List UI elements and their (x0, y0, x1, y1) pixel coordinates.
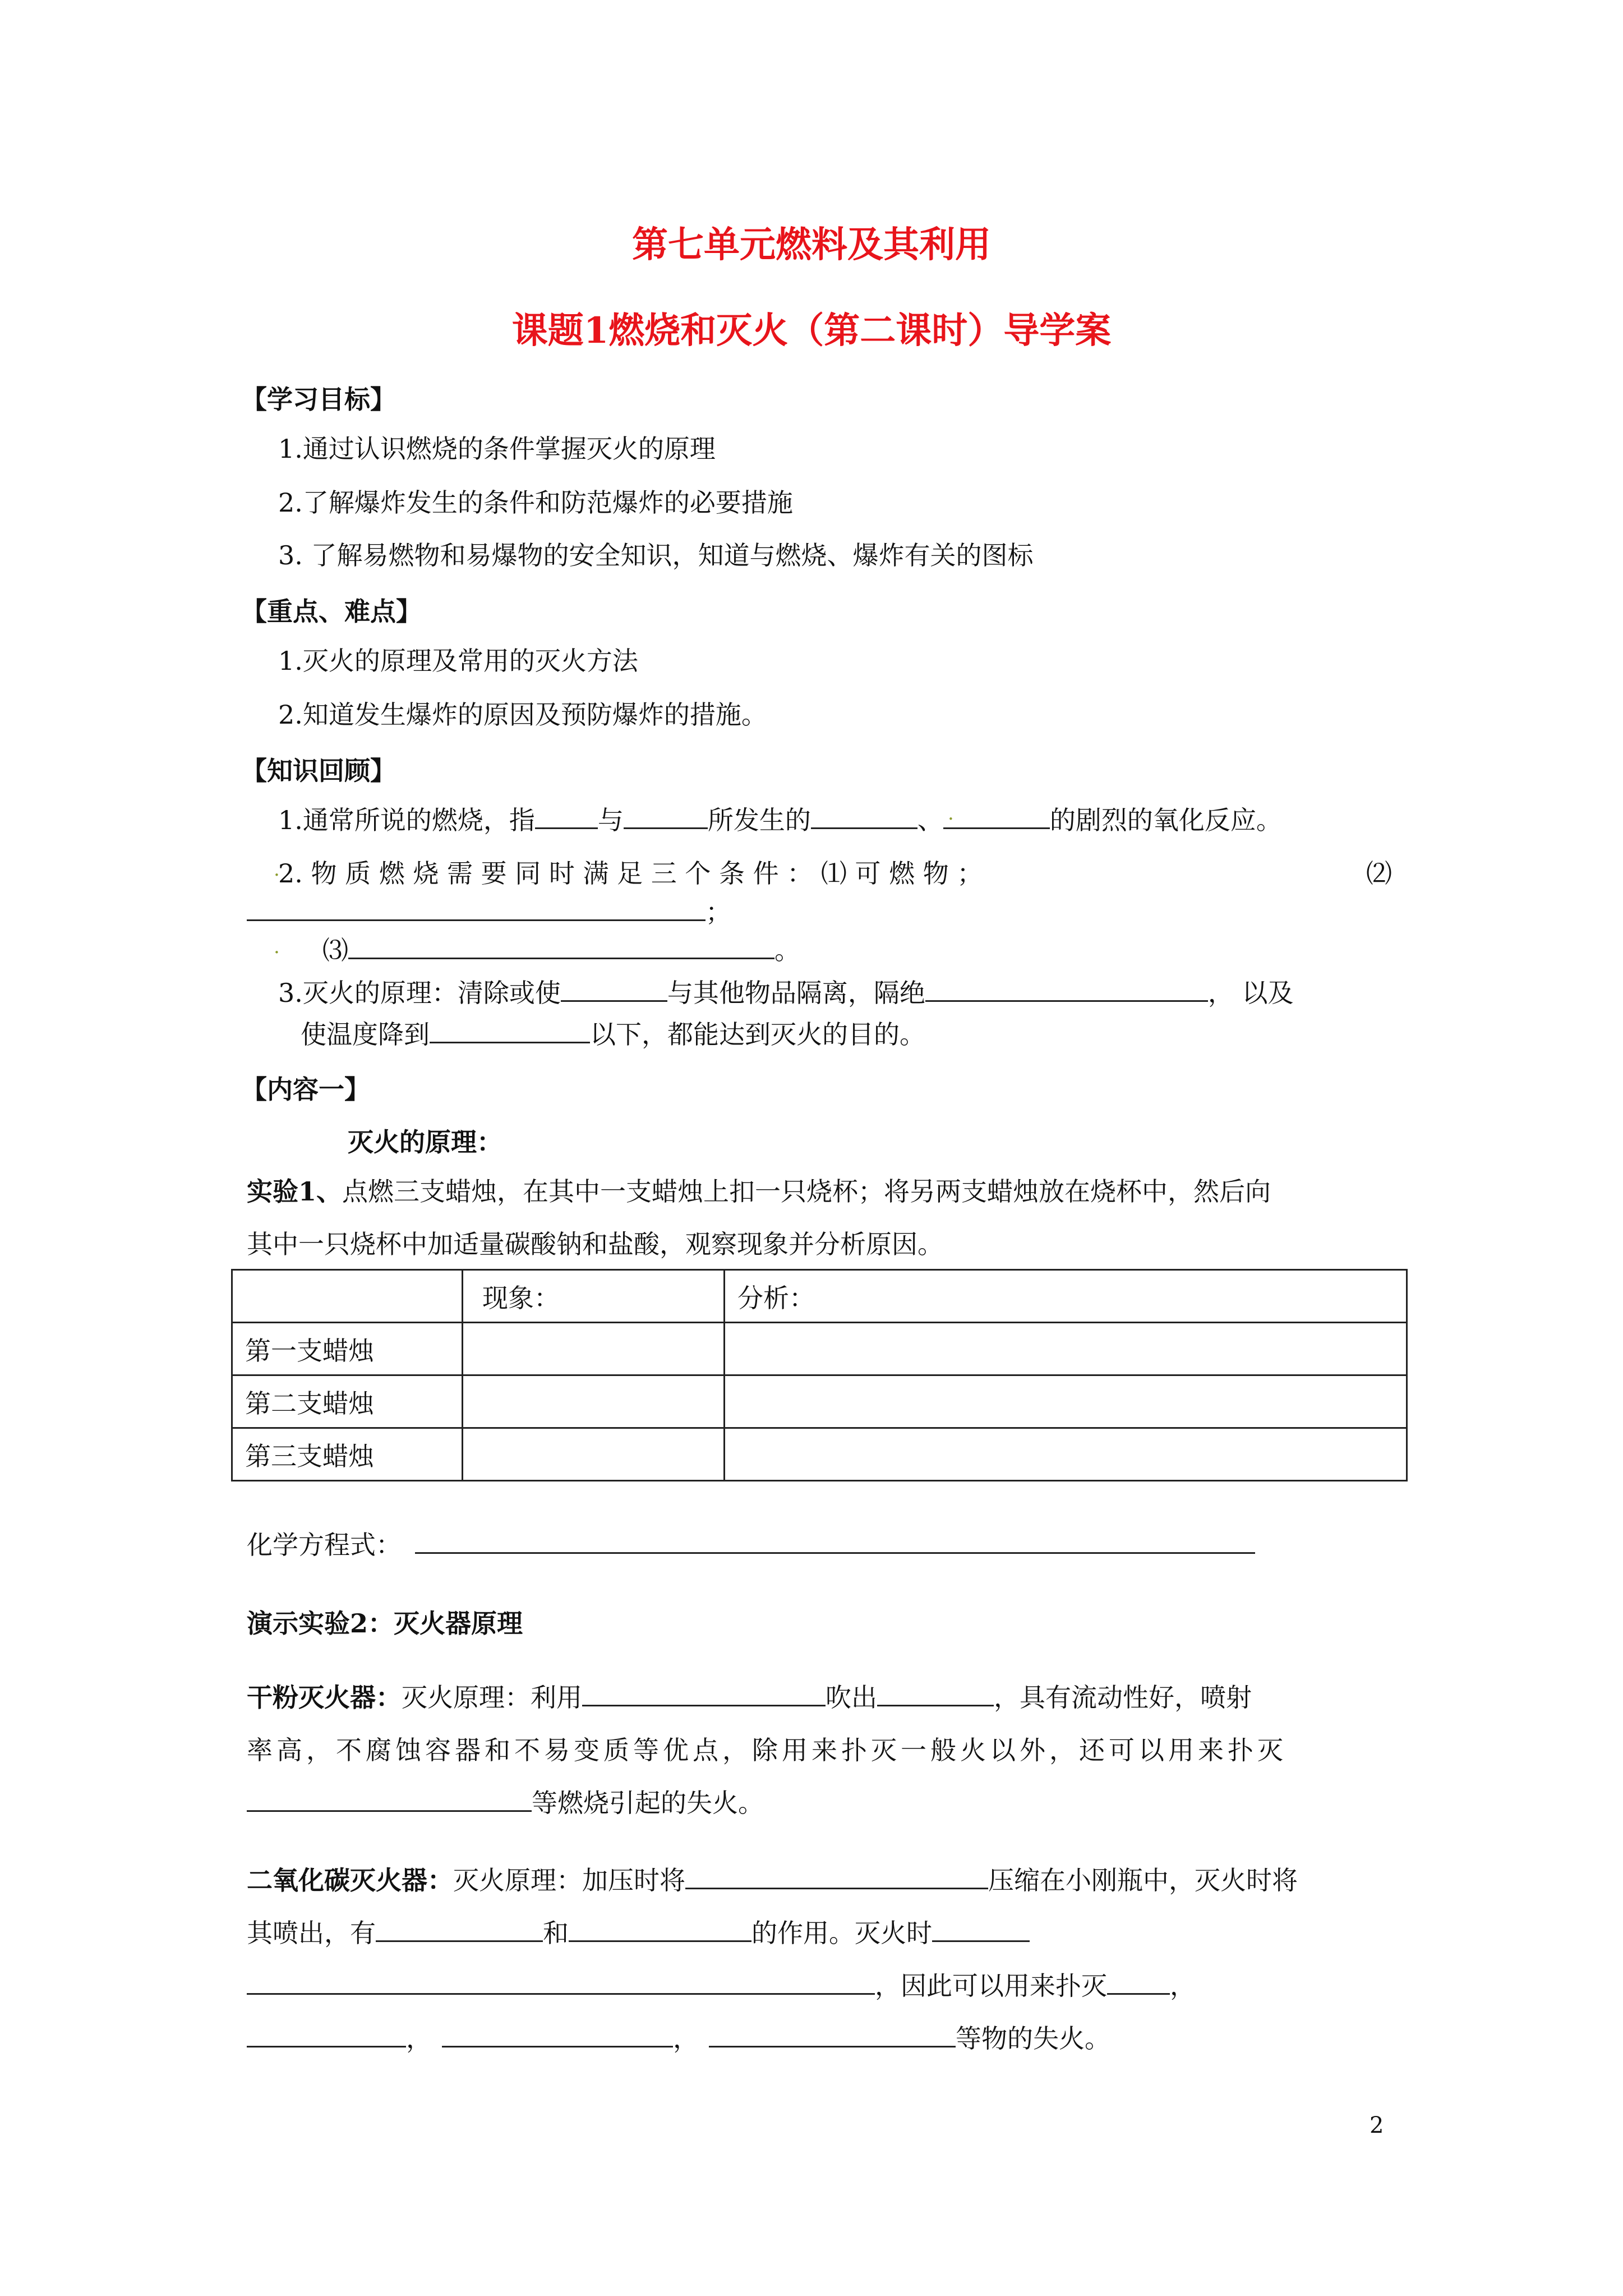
answer-blank[interactable] (925, 977, 1208, 1002)
goal-item: 3. 了解易燃物和易爆物的安全知识，知道与燃烧、爆炸有关的图标 (278, 540, 1034, 570)
review-q3: 3.灭火的原理：清除或使 与其他物品隔离，隔绝 ， 以及 (278, 978, 1294, 1008)
table-row (232, 1375, 1407, 1428)
table-header-cell: 分析： (725, 1270, 1407, 1323)
dry-powder-line3: 等燃烧引起的失火。 (247, 1786, 764, 1820)
answer-blank[interactable] (376, 1917, 543, 1942)
stray-dot: . (274, 936, 280, 958)
table-cell-input[interactable] (725, 1323, 1407, 1375)
content1-heading: 【内容一】 (241, 1074, 370, 1105)
answer-blank[interactable] (811, 804, 917, 829)
table-row (232, 1428, 1407, 1481)
answer-blank[interactable] (624, 804, 708, 829)
equation-line: 化学方程式： (247, 1528, 1255, 1562)
table-cell-input[interactable] (463, 1323, 725, 1375)
answer-blank[interactable] (430, 1018, 590, 1043)
table-row (232, 1323, 1407, 1375)
table-header-cell (232, 1270, 463, 1323)
dry-powder-line1: 干粉灭火器：灭火原理：利用 吹出 ，具有流动性好，喷射 (247, 1682, 1252, 1713)
table-header-row (232, 1270, 1407, 1323)
answer-blank[interactable] (348, 934, 774, 959)
review-q2-line2: ； (247, 895, 731, 929)
table-cell-input[interactable] (725, 1428, 1407, 1481)
review-q3-line2: 使温度降到 以下，都能达到灭火的目的。 (301, 1019, 925, 1050)
answer-blank[interactable] (415, 1529, 1255, 1554)
content1-subheading: 灭火的原理： (348, 1127, 502, 1157)
stray-dot: . (948, 802, 954, 825)
keypoint-item: 2.知道发生爆炸的原因及预防爆炸的措施。 (278, 700, 767, 730)
review-q2-num2: ⑵ (1366, 858, 1392, 889)
goal-item: 2.了解爆炸发生的条件和防范爆炸的必要措施 (278, 487, 793, 518)
goals-heading: 【学习目标】 (241, 384, 396, 415)
stray-dot: . (274, 858, 280, 881)
answer-blank[interactable] (1107, 1970, 1170, 1995)
answer-blank[interactable] (932, 1917, 1030, 1942)
table-header-cell: 现象： (463, 1270, 725, 1323)
experiment1-table (231, 1269, 1408, 1481)
table-cell-input[interactable] (463, 1375, 725, 1428)
page-subtitle: 课题1燃烧和灭火（第二课时）导学案 (511, 310, 1112, 352)
table-cell-input[interactable] (463, 1428, 725, 1481)
table-cell: 第三支蜡烛 (232, 1428, 463, 1481)
answer-blank[interactable] (709, 2022, 956, 2047)
answer-blank[interactable] (247, 896, 706, 921)
page-number: 2 (1370, 2113, 1384, 2138)
experiment1-text-line2: 其中一只烧杯中加适量碳酸钠和盐酸，观察现象并分析原因。 (247, 1229, 943, 1259)
keypoints-heading: 【重点、难点】 (241, 596, 422, 627)
co2-line4: ， ， 等物的失火。 (247, 2022, 1110, 2055)
answer-blank[interactable] (247, 1970, 875, 1995)
co2-line3: ，因此可以用来扑灭 ， (247, 1969, 1196, 2003)
review-heading: 【知识回顾】 (241, 756, 396, 786)
page-title: 第七单元燃料及其利用 (632, 224, 991, 266)
answer-blank[interactable] (943, 804, 1050, 829)
co2-line1: 二氧化碳灭火器：灭火原理：加压时将 压缩在小刚瓶中，灭火时将 (247, 1865, 1298, 1895)
answer-blank[interactable] (247, 1787, 532, 1812)
answer-blank[interactable] (535, 804, 598, 829)
table-cell: 第二支蜡烛 (232, 1375, 463, 1428)
answer-blank[interactable] (685, 1864, 988, 1889)
keypoint-item: 1.灭火的原理及常用的灭火方法 (278, 646, 638, 676)
answer-blank[interactable] (247, 2022, 406, 2047)
table-cell: 第一支蜡烛 (232, 1323, 463, 1375)
experiment1-text: 实验1、点燃三支蜡烛，在其中一支蜡烛上扣一只烧杯；将另两支蜡烛放在烧杯中，然后向 (247, 1176, 1271, 1207)
table-cell-input[interactable] (725, 1375, 1407, 1428)
experiment2-heading: 演示实验2：灭火器原理 (247, 1608, 523, 1639)
review-q2: 2. 物 质 燃 烧 需 要 同 时 满 足 三 个 条 件 ： ⑴ 可 燃 物 ； (278, 858, 983, 889)
review-q2-line3: ⑶ 。 (322, 935, 800, 965)
answer-blank[interactable] (442, 2022, 673, 2047)
goal-item: 1.通过认识燃烧的条件掌握灭火的原理 (278, 434, 716, 464)
dry-powder-line2: 率高，不腐蚀容器和不易变质等优点，除用来扑灭一般火以外，还可以用来扑灭 (247, 1735, 1287, 1765)
answer-blank[interactable] (582, 1681, 826, 1706)
co2-line2: 其喷出，有 和 的作用。灭火时 (247, 1916, 1030, 1950)
answer-blank[interactable] (561, 977, 667, 1002)
answer-blank[interactable] (569, 1917, 751, 1942)
answer-blank[interactable] (877, 1681, 994, 1706)
review-q1: 1.通常所说的燃烧，指 与 所发生的 、 的剧烈的氧化反应。 (278, 805, 1282, 835)
